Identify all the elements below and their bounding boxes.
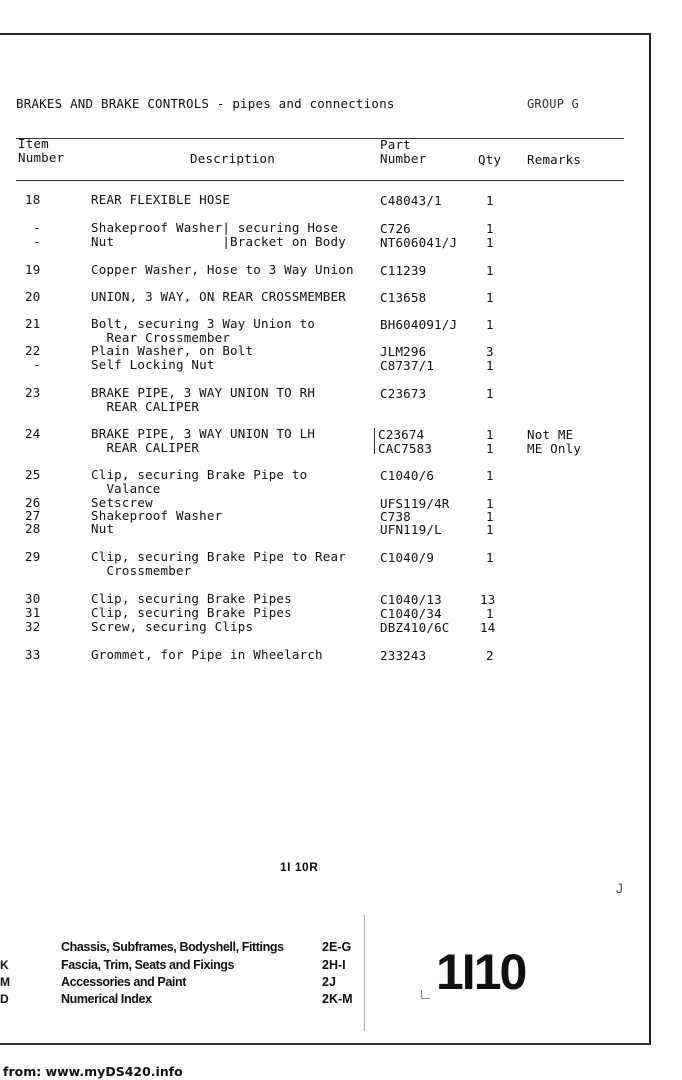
item-number: - [33,220,41,235]
col-qty: Qty [478,152,502,167]
item-number: 29 [25,549,41,564]
part-number: JLM296 [380,344,427,359]
part-number: CAC7583 [378,441,433,456]
item-number: 31 [25,605,41,620]
item-number: 21 [25,316,41,331]
index-edge-letter: D [0,992,9,1006]
description: Setscrew [91,495,153,510]
quantity: 1 [486,550,494,565]
page-frame-top [0,33,651,35]
part-number: NT606041/J [380,235,458,250]
fiche-index-panel [0,915,365,1031]
fiche-corner-tick [421,990,430,999]
part-number: UFS119/4R [380,496,450,511]
description: BRAKE PIPE, 3 WAY UNION TO LH [91,426,316,441]
item-number: 27 [25,508,41,523]
part-number: C23674 [378,427,425,442]
description-continued: Valance [91,481,161,496]
col-part-line1: Part [380,137,411,152]
index-code: 2J [322,975,336,989]
source-url: from: www.myDS420.info [3,1064,183,1079]
fiche-code: 1I10 [436,944,526,1000]
item-number: 20 [25,289,41,304]
description: Screw, securing Clips [91,619,254,634]
col-item-line1: Item [18,136,49,151]
item-number: 24 [25,426,41,441]
quantity: 1 [486,290,494,305]
part-number: C1040/13 [380,592,442,607]
quantity: 1 [486,468,494,483]
quantity: 1 [486,317,494,332]
part-number: C1040/9 [380,550,435,565]
part-number: C11239 [380,263,427,278]
quantity: 1 [486,235,494,250]
description: REAR FLEXIBLE HOSE [91,192,231,207]
description: Grommet, for Pipe in Wheelarch [91,647,323,662]
group-label: GROUP G [527,97,579,111]
item-number: - [33,234,41,249]
item-number: 23 [25,385,41,400]
quantity: 1 [486,193,494,208]
index-code: 2K-M [322,992,353,1006]
item-number: 25 [25,467,41,482]
corner-mark: J [616,880,623,896]
description: Self Locking Nut [91,357,215,372]
remarks: Not ME [527,427,574,442]
part-number: BH604091/J [380,317,458,332]
item-number: 22 [25,343,41,358]
index-edge-letter: K [0,958,9,972]
description: Clip, securing Brake Pipe to Rear [91,549,346,564]
quantity: 1 [486,427,494,442]
item-number: 19 [25,262,41,277]
alternative-parts-bracket [374,428,375,454]
quantity: 1 [486,606,494,621]
description: Clip, securing Brake Pipes [91,591,292,606]
description: BRAKE PIPE, 3 WAY UNION TO RH [91,385,316,400]
page-frame-right [649,33,651,1045]
part-number: C48043/1 [380,193,442,208]
description: Clip, securing Brake Pipe to [91,467,308,482]
quantity: 1 [486,441,494,456]
part-number: UFN119/L [380,522,442,537]
description: Copper Washer, Hose to 3 Way Union [91,262,354,277]
part-number: DBZ410/6C [380,620,450,635]
quantity: 1 [486,509,494,524]
quantity: 14 [480,620,496,635]
part-number: C13658 [380,290,427,305]
part-number: C738 [380,509,411,524]
item-number: 18 [25,192,41,207]
description: Nut |Bracket on Body [91,234,346,249]
remarks: ME Only [527,441,582,456]
col-remarks: Remarks [527,152,582,167]
section-title: BRAKES AND BRAKE CONTROLS - pipes and connections [16,96,395,111]
description: UNION, 3 WAY, ON REAR CROSSMEMBER [91,289,346,304]
col-description: Description [190,151,275,166]
quantity: 13 [480,592,496,607]
quantity: 1 [486,358,494,373]
quantity: 2 [486,648,494,663]
description-continued: Crossmember [91,563,192,578]
header-rule-bottom [16,180,624,181]
quantity: 1 [486,386,494,401]
index-code: 2E-G [322,940,352,954]
part-number: 233243 [380,648,427,663]
item-number: 30 [25,591,41,606]
col-part-line2: Number [380,151,427,166]
part-number: C1040/34 [380,606,442,621]
item-number: 26 [25,495,41,510]
description-continued: Rear Crossmember [91,330,231,345]
index-label: Chassis, Subframes, Bodyshell, Fittings [61,940,284,954]
quantity: 1 [486,263,494,278]
description: Bolt, securing 3 Way Union to [91,316,316,331]
item-number: 32 [25,619,41,634]
index-edge-letter: M [0,975,10,989]
col-item-line2: Number [18,150,65,165]
part-number: C726 [380,221,411,236]
description-continued: REAR CALIPER [91,399,200,414]
part-number: C8737/1 [380,358,435,373]
quantity: 1 [486,221,494,236]
part-number: C23673 [380,386,427,401]
page-number: 1I 10R [280,860,319,874]
description: REAR CALIPER [91,440,200,455]
quantity: 3 [486,344,494,359]
description: Nut [91,521,115,536]
index-label: Numerical Index [61,992,152,1006]
quantity: 1 [486,522,494,537]
quantity: 1 [486,496,494,511]
part-number: C1040/6 [380,468,435,483]
index-label: Fascia, Trim, Seats and Fixings [61,958,235,972]
item-number: 33 [25,647,41,662]
index-label: Accessories and Paint [61,975,186,989]
header-rule-top [16,138,624,139]
index-code: 2H-I [322,958,346,972]
item-number: - [33,357,41,372]
description: Shakeproof Washer| securing Hose [91,220,339,235]
description: Clip, securing Brake Pipes [91,605,292,620]
item-number: 28 [25,521,41,536]
description: Shakeproof Washer [91,508,223,523]
description: Plain Washer, on Bolt [91,343,254,358]
page-frame-bottom [0,1043,651,1045]
